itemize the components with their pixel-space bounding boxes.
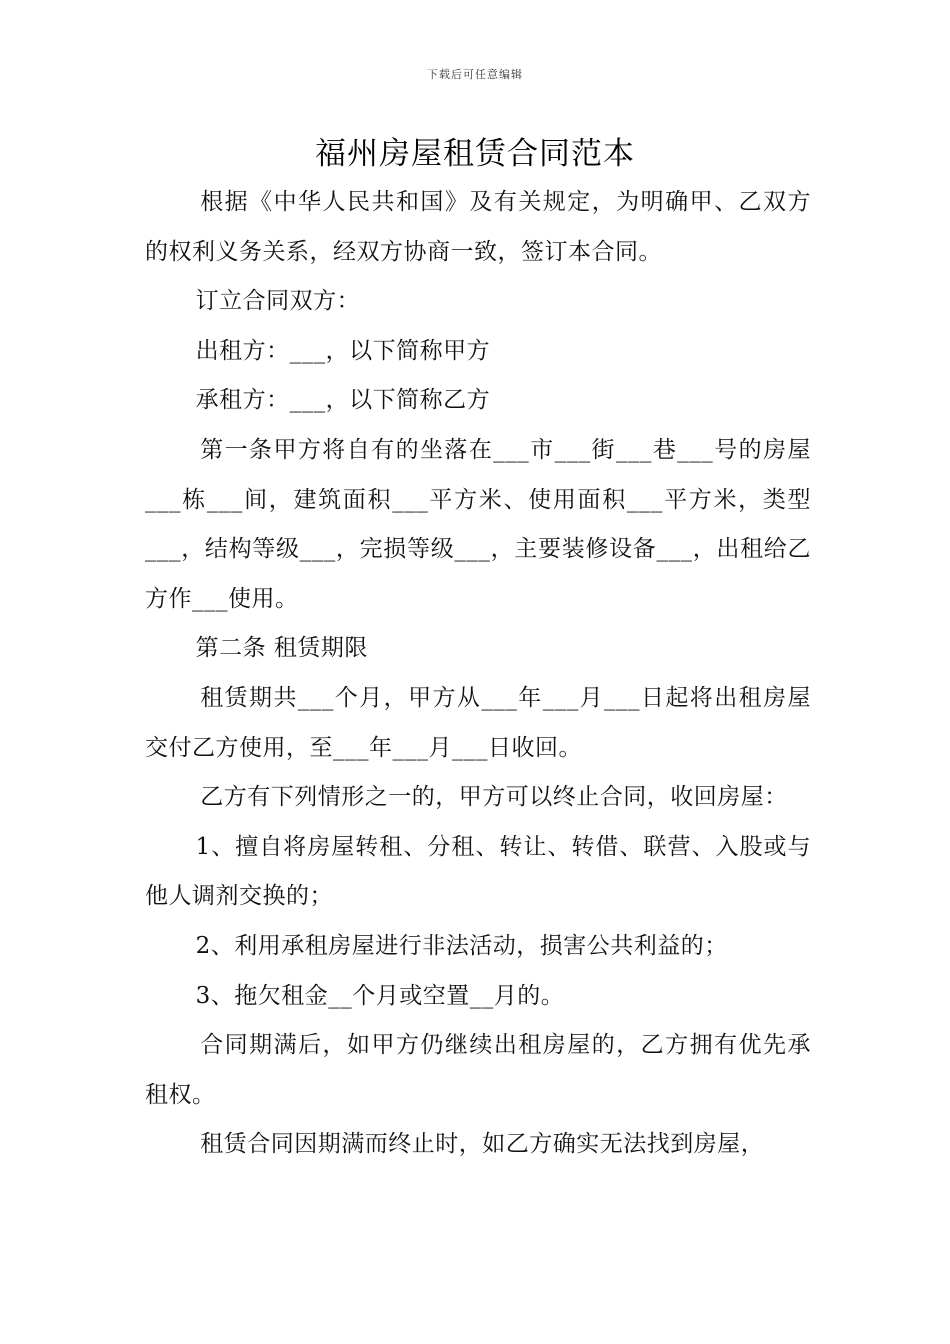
list-item-3: 3、拖欠租金__个月或空置__月的。	[195, 982, 565, 1009]
paragraph-lease-term: 租赁期共___个月，甲方从___年___月___日起将出租房屋交付乙方使用，至___年___月___日收回。	[145, 684, 811, 761]
list-item-1: 1、擅自将房屋转租、分租、转让、转借、联营、入股或与他人调剂交换的；	[145, 833, 811, 910]
paragraph-parties-heading: 订立合同双方：	[195, 288, 361, 315]
paragraph-termination-conditions: 乙方有下列情形之一的，甲方可以终止合同，收回房屋：	[200, 784, 788, 811]
paragraph-intro: 根据《中华人民共和国》及有关规定，为明确甲、乙双方的权利义务关系，经双方协商一致，签订本合同。	[145, 189, 811, 265]
contract-body	[145, 178, 811, 1170]
paragraph-priority-rent: 合同期满后，如甲方仍继续出租房屋的，乙方拥有优先承租权。	[145, 1032, 811, 1108]
paragraph-lessor: 出租方：___，以下简称甲方	[195, 337, 491, 364]
paragraph-expiry: 租赁合同因期满而终止时，如乙方确实无法找到房屋，	[200, 1131, 765, 1158]
paragraph-article-1: 第一条甲方将自有的坐落在___市___街___巷___号的房屋___栋___间，建筑面积___平方米、使用面积___平方米，类型___，结构等级___，完损等级___，主要装修设备___，出租给乙方作___使用。	[145, 436, 811, 612]
document-title: 福州房屋租赁合同范本	[315, 136, 635, 172]
list-item-2: 2、利用承租房屋进行非法活动，损害公共利益的；	[195, 932, 728, 959]
paragraph-article-2-heading: 第二条 租赁期限	[195, 635, 368, 662]
header-note: 下载后可任意编辑	[427, 68, 523, 81]
paragraph-lessee: 承租方：___，以下简称乙方	[195, 387, 491, 414]
